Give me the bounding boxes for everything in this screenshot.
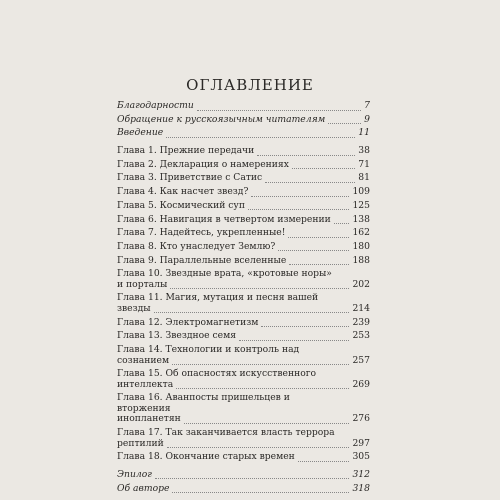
toc-entry-title: Глава 15. Об опасностях искусственного интеллекта bbox=[117, 368, 317, 390]
dot-leader bbox=[292, 168, 355, 169]
toc-entry bbox=[117, 101, 370, 112]
toc-entry bbox=[117, 187, 370, 198]
toc-entry-page: 180 bbox=[352, 240, 370, 252]
toc-entry-title: Глава 12. Электромагнетизм bbox=[117, 316, 259, 328]
dot-leader bbox=[172, 492, 349, 493]
toc-entry-page: 138 bbox=[352, 213, 370, 225]
toc-entry-title: Эпилог bbox=[117, 468, 152, 480]
toc-entry-page: 318 bbox=[352, 482, 370, 494]
dot-leader bbox=[298, 461, 350, 462]
dot-leader bbox=[328, 123, 361, 124]
dot-leader bbox=[154, 312, 350, 313]
toc-entry-page: 7 bbox=[364, 100, 370, 111]
toc-entry bbox=[117, 293, 370, 314]
toc-entry bbox=[117, 331, 370, 342]
toc-entry bbox=[117, 146, 370, 157]
toc-entry-title: Введение bbox=[117, 127, 164, 139]
toc-entry-title: Глава 18. Окончание старых времен bbox=[117, 451, 295, 463]
toc-entry-page: 305 bbox=[352, 451, 370, 463]
toc-entry-page: 71 bbox=[358, 158, 370, 170]
toc-entry bbox=[117, 452, 370, 463]
toc-entry-title: Глава 10. Звездные врата, «кротовые норы» и порталы bbox=[117, 268, 332, 290]
toc-entry-title: Глава 3. Приветствие с Сатис bbox=[117, 172, 263, 184]
table-of-contents bbox=[117, 101, 370, 497]
toc-entry-page: 9 bbox=[364, 113, 370, 125]
toc-entry bbox=[117, 318, 370, 329]
dot-leader bbox=[239, 340, 349, 341]
toc-entry-page: 214 bbox=[352, 302, 370, 314]
toc-heading: ОГЛАВЛЕНИЕ bbox=[186, 76, 314, 94]
toc-entry-page: 202 bbox=[352, 278, 370, 290]
toc-entry bbox=[117, 215, 370, 226]
toc-entry-title: Глава 14. Технологии и контроль над сознанием bbox=[117, 344, 300, 366]
toc-entry-title: Глава 9. Параллельные вселенные bbox=[117, 254, 287, 266]
toc-entry bbox=[117, 128, 370, 139]
toc-entry bbox=[117, 115, 370, 126]
toc-entry bbox=[117, 228, 370, 239]
toc-entry bbox=[117, 345, 370, 366]
dot-leader bbox=[251, 196, 349, 197]
dot-leader bbox=[197, 110, 361, 111]
toc-entry-page: 188 bbox=[352, 254, 370, 266]
toc-entry-title: Обращение к русскоязычным читателям bbox=[117, 113, 326, 125]
toc-entry bbox=[117, 470, 370, 481]
toc-entry-page: 109 bbox=[352, 186, 370, 198]
toc-entry-title: Глава 7. Надейтесь, укрепленные! bbox=[117, 227, 286, 239]
toc-entry-title: Благодарности bbox=[117, 100, 194, 111]
toc-entry-page: 162 bbox=[352, 227, 370, 239]
toc-entry-title: Об авторе bbox=[117, 482, 170, 494]
toc-entry bbox=[117, 201, 370, 212]
toc-entry bbox=[117, 428, 370, 449]
toc-entry-page: 81 bbox=[358, 172, 370, 184]
toc-entry-title: Глава 16. Аванпосты пришельцев и вторжения инопланетян bbox=[117, 392, 290, 425]
toc-entry bbox=[117, 173, 370, 184]
toc-entry bbox=[117, 242, 370, 253]
dot-leader bbox=[170, 288, 349, 289]
dot-leader bbox=[172, 364, 349, 365]
dot-leader bbox=[261, 326, 349, 327]
toc-entry-page: 38 bbox=[358, 145, 370, 157]
dot-leader bbox=[278, 250, 349, 251]
toc-entry-title: Глава 4. Как насчет звезд? bbox=[117, 186, 249, 198]
dot-leader bbox=[176, 388, 349, 389]
toc-entry-page: 257 bbox=[352, 354, 370, 366]
dot-leader bbox=[167, 447, 350, 448]
toc-entry bbox=[117, 160, 370, 171]
toc-entry-page: 253 bbox=[352, 330, 370, 342]
toc-entry bbox=[117, 269, 370, 290]
toc-entry bbox=[117, 256, 370, 267]
dot-leader bbox=[248, 209, 350, 210]
dot-leader bbox=[257, 155, 355, 156]
dot-leader bbox=[265, 182, 355, 183]
toc-entry-page: 125 bbox=[352, 199, 370, 211]
dot-leader bbox=[289, 264, 349, 265]
toc-entry-title: Глава 17. Так заканчивается власть террора рептилий bbox=[117, 427, 335, 449]
toc-entry-page: 297 bbox=[352, 437, 370, 449]
toc-entry-title: Глава 11. Магия, мутация и песня вашей звезды bbox=[117, 292, 319, 314]
dot-leader bbox=[334, 223, 350, 224]
toc-entry bbox=[117, 369, 370, 390]
toc-entry bbox=[117, 393, 370, 425]
dot-leader bbox=[166, 137, 355, 138]
toc-entry-page: 312 bbox=[352, 468, 370, 480]
toc-entry-title: Глава 6. Навигация в четвертом измерении bbox=[117, 213, 331, 225]
dot-leader bbox=[155, 478, 350, 479]
toc-entry-title: Глава 13. Звездное семя bbox=[117, 330, 237, 342]
dot-leader bbox=[288, 237, 349, 238]
toc-entry-title: Глава 1. Прежние передачи bbox=[117, 145, 255, 157]
toc-entry-title: Глава 5. Космический суп bbox=[117, 199, 245, 211]
dot-leader bbox=[184, 423, 350, 424]
toc-entry bbox=[117, 484, 370, 495]
toc-entry-title: Глава 2. Декларация о намерениях bbox=[117, 158, 289, 170]
toc-entry-page: 276 bbox=[352, 413, 370, 425]
toc-entry-page: 239 bbox=[352, 316, 370, 328]
toc-entry-title: Глава 8. Кто унаследует Землю? bbox=[117, 240, 276, 252]
toc-entry-page: 269 bbox=[352, 378, 370, 390]
toc-entry-page: 11 bbox=[358, 127, 370, 139]
